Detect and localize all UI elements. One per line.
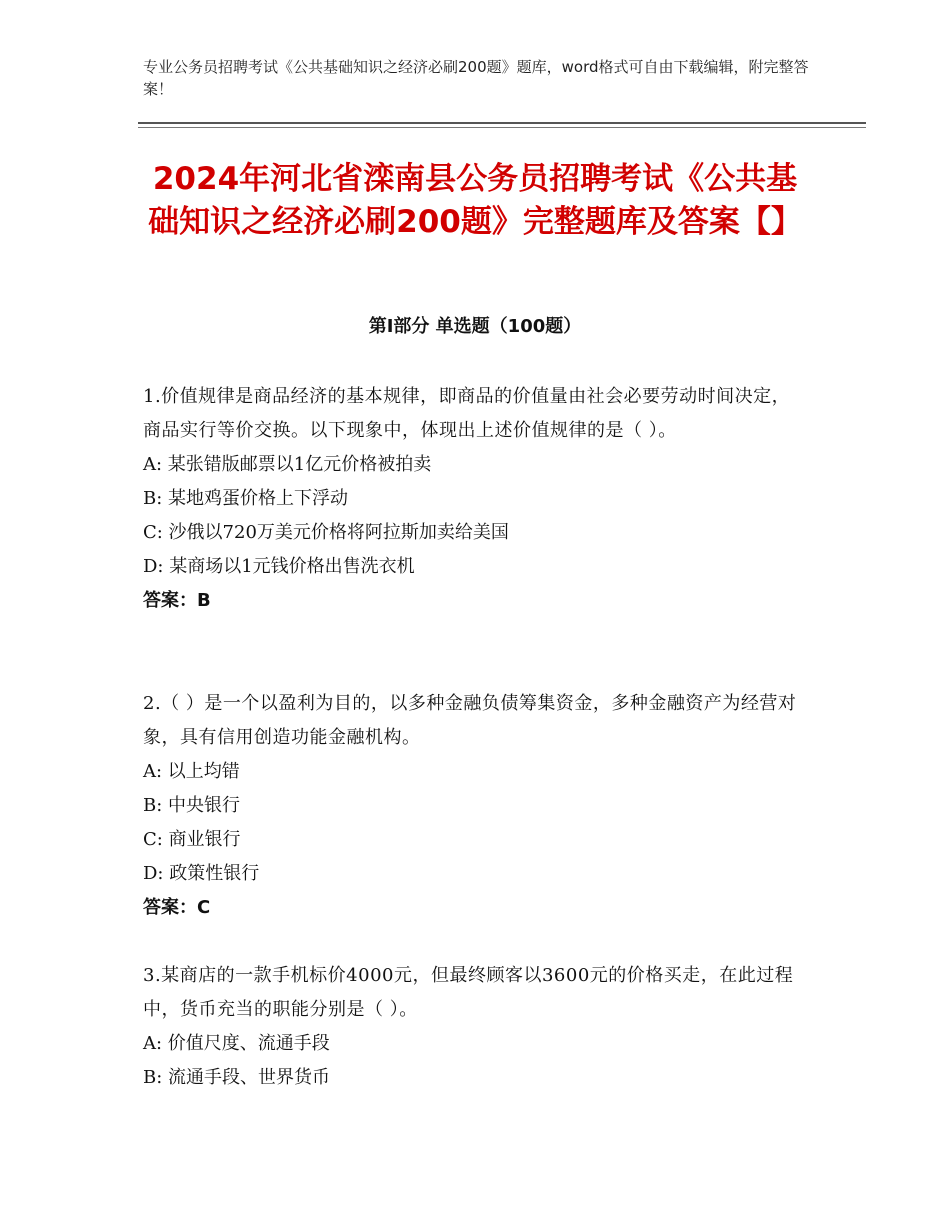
answer: 答案：B	[143, 590, 211, 611]
header-rule-thick	[138, 122, 866, 124]
option-a: A: 以上均错	[143, 761, 240, 782]
question-stem: 1.价值规律是商品经济的基本规律，即商品的价值量由社会必要劳动时间决定，商品实行等价交换。以下现象中，体现出上述价值规律的是（ ）。	[143, 386, 791, 441]
option-b: B: 流通手段、世界货币	[143, 1067, 331, 1088]
header-rule-thin	[138, 127, 866, 128]
question-3	[143, 959, 803, 1095]
answer: 答案：C	[143, 897, 211, 918]
option-d: D: 政策性银行	[143, 863, 260, 884]
header-note: 专业公务员招聘考试《公共基础知识之经济必刷200题》题库，word格式可自由下载编辑，附完整答案！	[143, 58, 809, 98]
question-2	[143, 687, 803, 925]
option-a: A: 价值尺度、流通手段	[143, 1033, 330, 1054]
section-heading: 第Ⅰ部分 单选题（100题）	[368, 316, 582, 337]
option-b: B: 中央银行	[143, 795, 241, 816]
option-a: A: 某张错版邮票以1亿元价格被拍卖	[143, 454, 432, 475]
question-stem: 3.某商店的一款手机标价4000元，但最终顾客以3600元的价格买走，在此过程中，货币充当的职能分别是（ ）。	[143, 965, 794, 1020]
option-b: B: 某地鸡蛋价格上下浮动	[143, 488, 349, 509]
option-d: D: 某商场以1元钱价格出售洗衣机	[143, 556, 415, 577]
option-c: C: 商业银行	[143, 829, 241, 850]
document-title: 2024年河北省滦南县公务员招聘考试《公共基础知识之经济必刷200题》完整题库及答案【】	[148, 161, 802, 240]
question-stem: 2.（ ）是一个以盈利为目的，以多种金融负债筹集资金，多种金融资产为经营对象，具有信用创造功能金融机构。	[143, 693, 797, 748]
question-1	[143, 380, 803, 618]
option-c: C: 沙俄以720万美元价格将阿拉斯加卖给美国	[143, 522, 509, 543]
